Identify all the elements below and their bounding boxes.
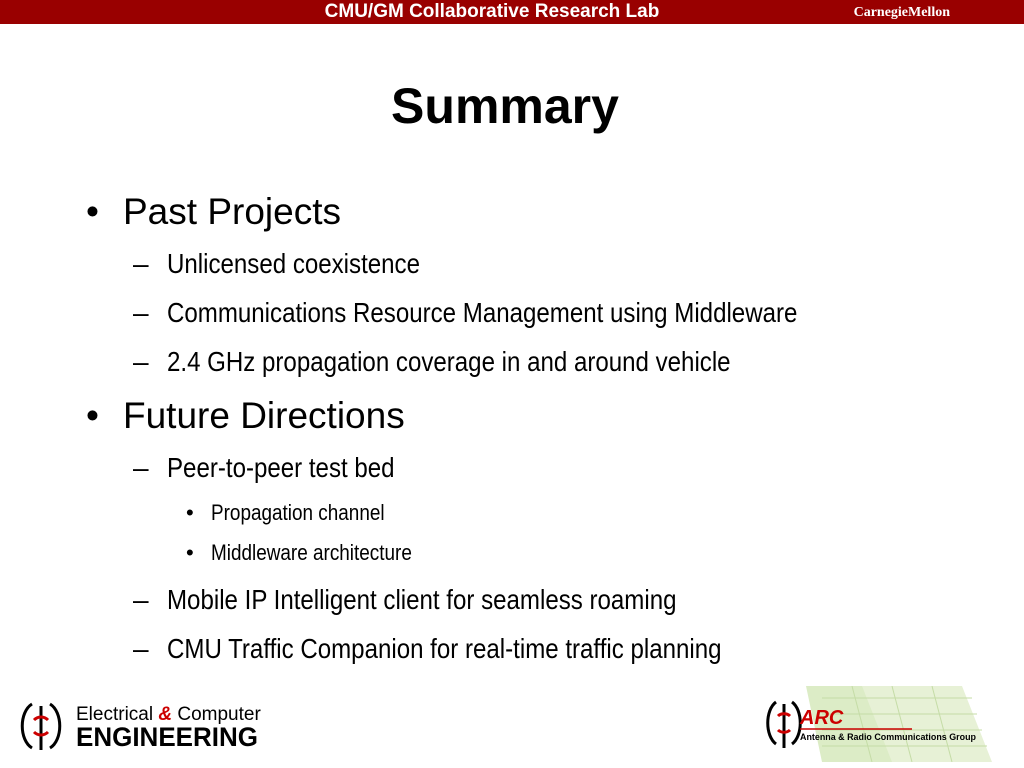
ece-logo-electrical: Electrical <box>76 704 154 725</box>
slide-title: Summary <box>391 78 619 134</box>
bullet-glyph: • <box>186 500 194 525</box>
ece-logo-engineering: ENGINEERING <box>76 722 258 752</box>
ece-logo <box>14 698 264 754</box>
dash-glyph: – <box>133 346 149 377</box>
sub-sub-bullet-label: Propagation channel <box>211 500 385 525</box>
sub-bullet-label: 2.4 GHz propagation coverage in and around vehicle <box>167 346 731 377</box>
bullet-glyph: • <box>86 191 99 232</box>
sub-bullet-label: Communications Resource Management using Middleware <box>167 297 798 328</box>
dash-glyph: – <box>133 633 149 664</box>
sub-bullet-label: Mobile IP Intelligent client for seamless roaming <box>167 584 677 615</box>
sub-sub-bullet-propagation-channel <box>186 500 413 526</box>
sub-bullet-label: Peer-to-peer test bed <box>167 452 395 483</box>
ece-logo-computer: Computer <box>177 704 261 725</box>
bullet-past-projects <box>86 192 341 232</box>
ece-antenna-icon <box>22 704 60 750</box>
lab-title: CMU/GM Collaborative Research Lab <box>324 1 660 22</box>
sub-bullet-label: Unlicensed coexistence <box>167 248 420 279</box>
sub-bullet-peer-to-peer <box>133 452 432 484</box>
arc-logo <box>762 686 1024 762</box>
dash-glyph: – <box>133 452 149 483</box>
sub-bullet-label: CMU Traffic Companion for real-time traffic planning <box>167 633 722 664</box>
sub-bullet-traffic-companion <box>133 633 812 665</box>
sub-sub-bullet-label: Middleware architecture <box>211 540 412 565</box>
carnegie-mellon-wordmark: CarnegieMellon <box>853 5 950 20</box>
dash-glyph: – <box>133 248 149 279</box>
sub-bullet-propagation-coverage <box>133 346 822 378</box>
sub-bullet-mobile-ip <box>133 584 759 616</box>
dash-glyph: – <box>133 584 149 615</box>
arc-logo-mark: ARC <box>800 707 844 729</box>
bullet-label: Future Directions <box>123 395 405 436</box>
dash-glyph: – <box>133 297 149 328</box>
ece-logo-ampersand: & <box>158 704 173 725</box>
sub-bullet-unlicensed-coexistence <box>133 248 461 280</box>
bullet-glyph: • <box>86 395 99 436</box>
bullet-label: Past Projects <box>123 191 341 232</box>
sub-bullet-resource-management <box>133 297 900 329</box>
bullet-glyph: • <box>186 540 194 565</box>
sub-sub-bullet-middleware-architecture <box>186 540 445 566</box>
header-bar <box>0 0 1024 24</box>
bullet-future-directions <box>86 396 405 436</box>
arc-logo-group-name: Antenna & Radio Communications Group <box>800 732 977 743</box>
